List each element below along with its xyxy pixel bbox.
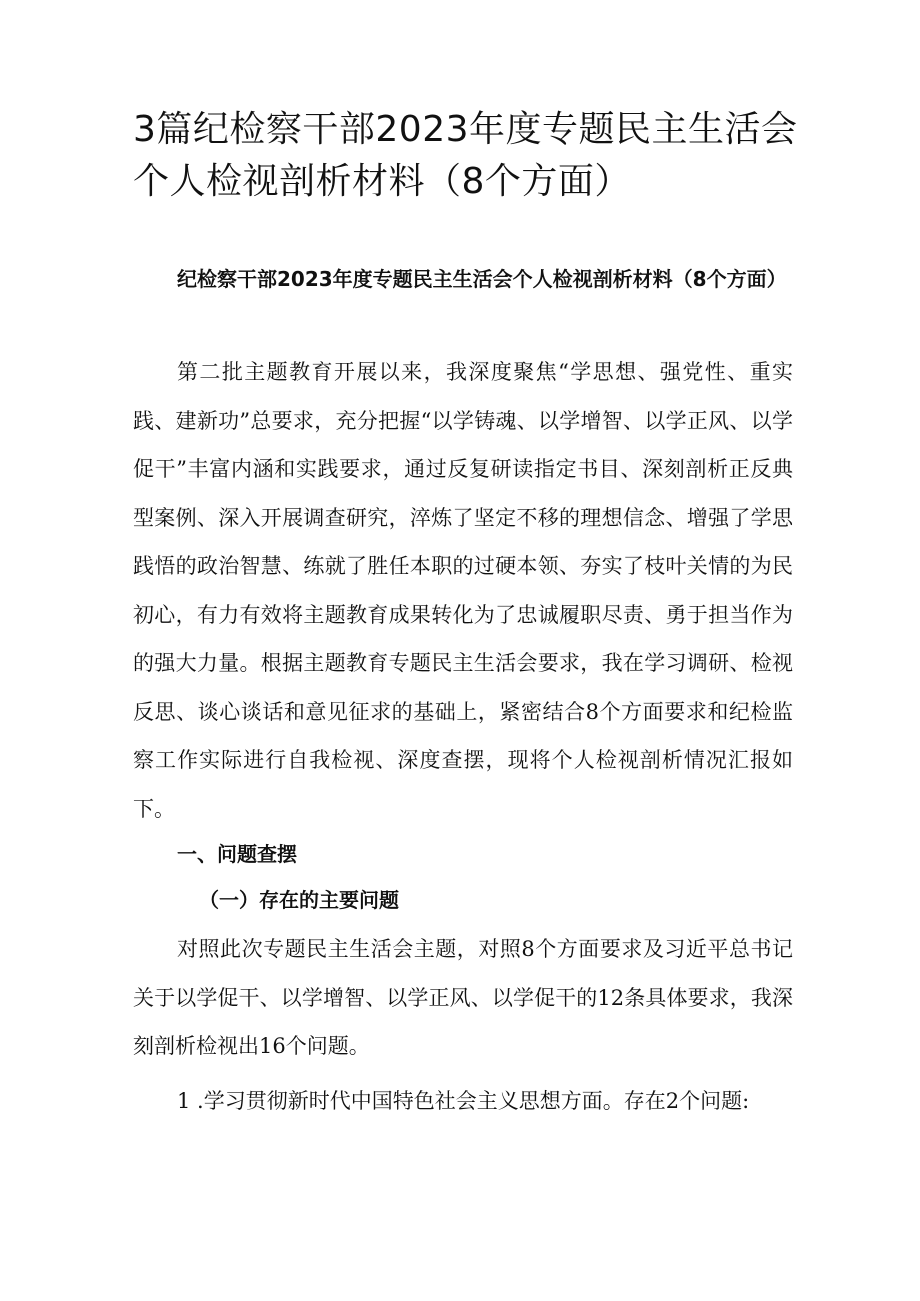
section-heading: 一、问题查摆 xyxy=(177,842,297,866)
list-item-1: 1 .学习贯彻新时代中国特色社会主义思想方面。存在2个问题: xyxy=(177,1089,750,1113)
problems-paragraph: 对照此次专题民主生活会主题，对照8个方面要求及习近平总书记关于以学促干、以学增智、以学正风、以学促干的12条具体要求，我深刻剖析检视出16个问题。 xyxy=(133,937,793,1058)
document-subtitle: 纪检察干部2023年度专题民主生活会个人检视剖析材料（8个方面） xyxy=(177,267,787,291)
subsection-heading: （一）存在的主要问题 xyxy=(199,888,399,912)
intro-paragraph: 第二批主题教育开展以来，我深度聚焦“学思想、强党性、重实践、建新功”总要求，充分把握“以学铸魂、以学增智、以学正风、以学促干”丰富内涵和实践要求，通过反复研读指定书目、深刻剖析正反典型案例、深入开展调查研究，淬炼了坚定不移的理想信念、增强了学思践悟的政治智慧、练就了胜任本职的过硬本领、夯实了枝叶关情的为民初心，有力有效将主题教育成果转化为了忠诚履职尽责、勇于担当作为的强大力量。根据主题教育专题民主生活会要求，我在学习调研、检视反思、谈心谈话和意见征求的基础上，紧密结合8个方面要求和纪检监察工作实际进行自我检视、深度查摆，现将个人检视剖析情况汇报如下。 xyxy=(133,360,793,821)
document-title: 3篇纪检察干部2023年度专题民主生活会个人检视剖析材料（8个方面） xyxy=(133,109,798,202)
